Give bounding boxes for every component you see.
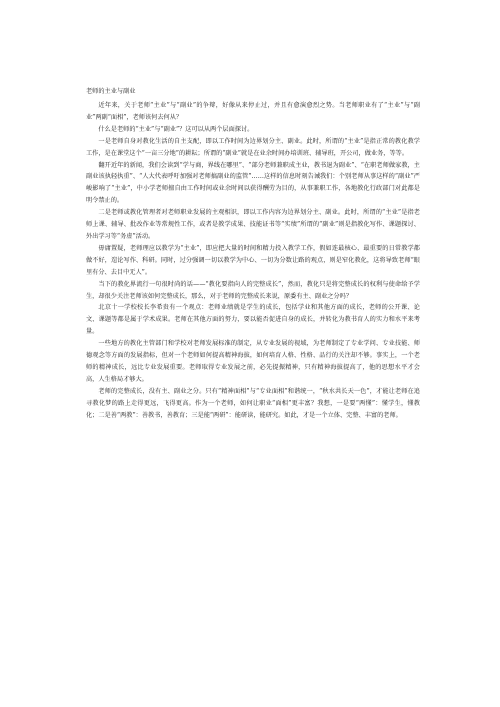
- paragraph-10: 老师的完整成长，没有主、副业之分。只有“精神面相”与“专业面相”和谐统一，“秋水共长天一色”，才能让老师在追寻教化梦的路上走得更远，飞得更高。作为一个老师，如何让职业“面相”更丰富？我想，一是要“两懂”：懂学生，懂教化；二是善“两教”：善教书，善教育；三是能“两研”：能研读，能研究。如此，才是一个立体、完整、丰富的老师。: [86, 387, 420, 419]
- document-body: [86, 86, 420, 421]
- paragraph-9: 一些地方的教化主管部门和学校对老师发展标准的制定，从专业发展的视域，为老师制定了专业学问、专业技能、师德观念等方面的发展指标，但对一个老师如何提高精神海拔，如何培育人格、性格、品行的关注却不够。事实上，一个老师的精神成长，远比专业发展重要。老师取得专业发展之前，必先提振精神，只有精神海拔提高了，他的思想水平才会高，人生格局才够大。: [86, 340, 420, 383]
- paragraph-5: 二是老师或教化管理者对老师职业发展的主观相识，即以工作内容为边界划分主、副业。此时，所谓的“主业”是指老师上课、辅导、批改作业等常规性工作，或者是教学成果、技能证书等“实绩”所谓的“副业”则是指教化写作、课题探讨、外出学习等“务虚”活动。: [86, 209, 420, 240]
- document-title: 老师的主业与副业: [86, 88, 136, 95]
- paragraph-2: 什么是老师的“主业”与“副业”？这可以从两个层面探讨。: [98, 125, 254, 133]
- paragraph-1: 近年来，关于老师“主业”与“副业”的争辩，好像从来停止过，并且有愈演愈烈之势。当老师职业有了“主业”与“副业”两副“面相”，老师该何去何从？: [86, 102, 420, 121]
- paragraph-3: 一是老师自身对教化生活的自主支配，即以工作时间为边界划分主、副业。此时，所谓的“主业”是指正常的教化教学工作，是在课堂这个“一亩三分地”的耕耘；所谓的“副业”就是在业余时间办培训班、辅导班，开公司，做业务，等等。: [86, 137, 420, 157]
- paragraph-6: 毋庸置疑，老师理应以教学为“主业”，即应把大量的时间和精力投入教学工作，假如连最核心、最重要的日常教学都做不好，遑论写作、科研。同时，过分强调一切以教学为中心、一切为分数让路的观点，则是窄化教化，这将导致老师“眼里有分、去目中无人”。: [86, 244, 420, 276]
- paragraph-7: 当下的教化界流行一句很时尚的话——“教化要指向人的完整成长”，然而，教化只是将完整成长的权利与使命给予学生，却很少关注老师该如何完整成长，那么，对于老师的完整成长来说，原委有主、副业之分吗？: [86, 280, 420, 300]
- paragraph-8: 北京十一学校校长李希贵有一个观点：老师业绩就是学生的成长，包括学业和其他方面的成长，老师的公开课、论文、课题等都是属于学术成果。老师在其他方面的努力，要以能否促进自身的成长，并转化为教书育人的实力和水平来考量。: [86, 304, 420, 336]
- paragraph-4: 翻开近年的新闻，我们会读到“学与商，界线在哪里”、“部分老师兼职成主业，教书退为副业”、“在职老师做家教，主副业该执轻执重”、“人大代表呼吁加强对老师搞副业的监管”……这样的信息时刻告诫我们：个别老师从事这样的“副业”严峻影响了“主业”，中小学老师擅自由工作时间或业余时间以获得酬劳为目的，从事兼职工作，各地教化行政部门对此都是明令禁止的。: [86, 161, 420, 205]
